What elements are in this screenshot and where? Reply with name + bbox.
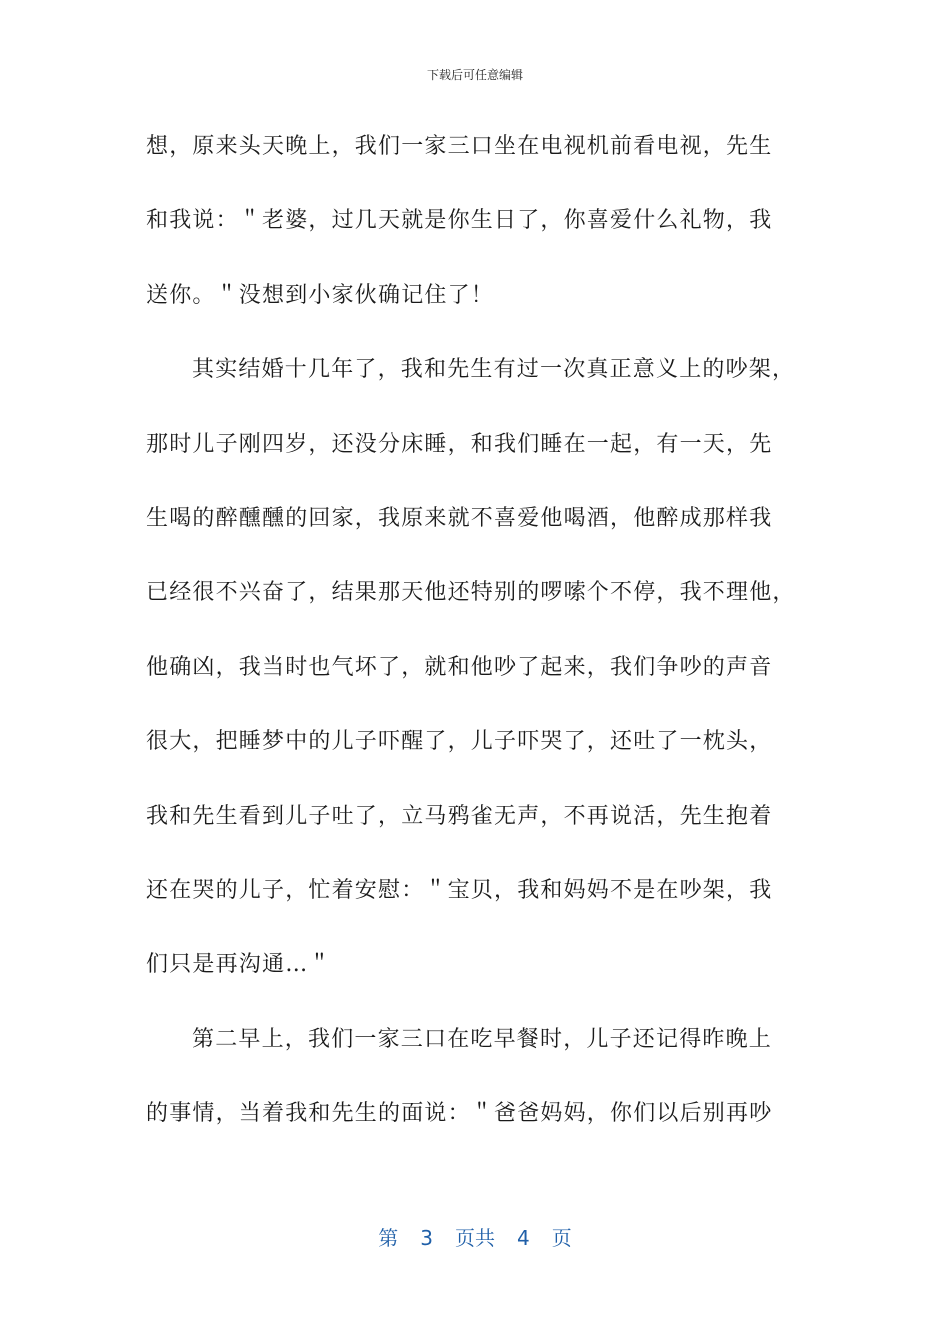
page-number-footer xyxy=(0,1222,950,1251)
text-line: 和我说：＂老婆，过几天就是你生日了，你喜爱什么礼物，我 xyxy=(146,208,773,234)
current-page-number: 3 xyxy=(420,1226,433,1250)
page-header: 下载后可任意编辑 xyxy=(426,68,523,82)
text-line: 的事情，当着我和先生的面说：＂爸爸妈妈，你们以后别再吵 xyxy=(146,1101,773,1127)
text-line: 想，原来头天晚上，我们一家三口坐在电视机前看电视，先生 xyxy=(146,134,773,159)
footer-label-di: 第 xyxy=(378,1226,399,1250)
footer-label-ye-gong: 页共 xyxy=(455,1226,495,1250)
text-line: 很大，把睡梦中的儿子吓醒了，儿子吓哭了，还吐了一枕头， xyxy=(146,729,773,755)
document-body xyxy=(146,110,796,1151)
text-line: 已经很不兴奋了，结果那天他还特别的啰嗦个不停，我不理他， xyxy=(146,580,796,606)
paragraph-start-line: 其实结婚十几年了，我和先生有过一次真正意义上的吵架， xyxy=(192,357,796,383)
text-line: 生喝的醉醺醺的回家，我原来就不喜爱他喝酒，他醉成那样我 xyxy=(146,505,773,531)
text-line: 们只是再沟通…＂ xyxy=(146,952,332,978)
text-line: 他确凶，我当时也气坏了，就和他吵了起来，我们争吵的声音 xyxy=(146,654,773,680)
paragraph-start-line: 第二早上，我们一家三口在吃早餐时，儿子还记得昨晚上 xyxy=(192,1026,773,1052)
total-pages-number: 4 xyxy=(517,1226,530,1250)
text-line: 那时儿子刚四岁，还没分床睡，和我们睡在一起，有一天，先 xyxy=(146,431,773,457)
text-line: 我和先生看到儿子吐了，立马鸦雀无声，不再说活，先生抱着 xyxy=(146,803,773,829)
text-line: 还在哭的儿子，忙着安慰：＂宝贝，我和妈妈不是在吵架，我 xyxy=(146,877,773,903)
text-line: 送你。＂没想到小家伙确记住了！ xyxy=(146,282,495,308)
footer-label-ye: 页 xyxy=(551,1226,572,1250)
